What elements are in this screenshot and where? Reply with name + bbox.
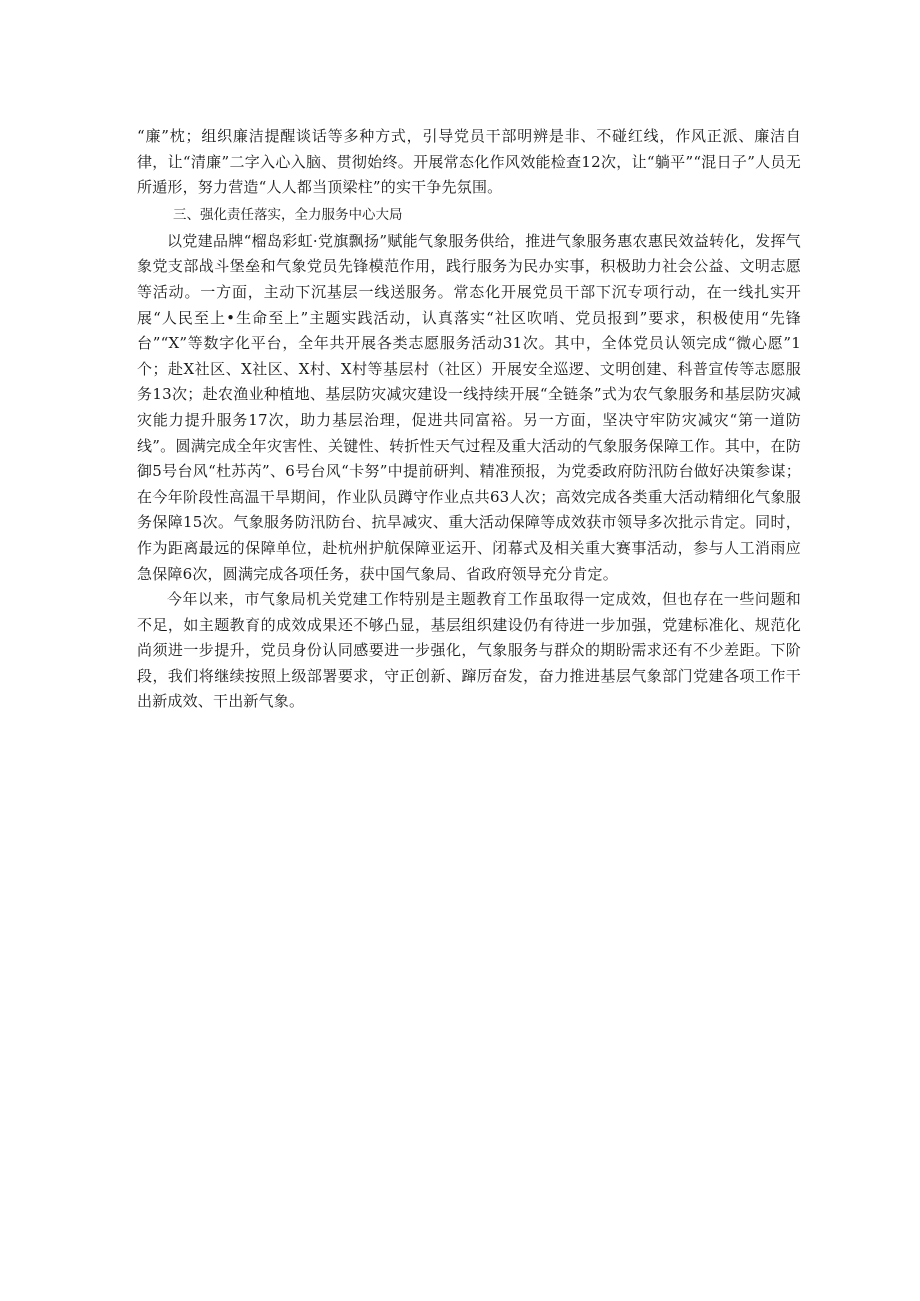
paragraph-summary: 今年以来，市气象局机关党建工作特别是主题教育工作虽取得一定成效，但也存在一些问题和不足，如主题教育的成效成果还不够凸显，基层组织建设仍有待进一步加强，党建标准化、规范化尚须进一步提升，党员身份认同感要进一步强化，气象服务与群众的期盼需求还有不少差距。下阶段，我们将继续按照上级部署要求，守正创新、蹿厉奋发，奋力推进基层气象部门党建各项工作干出新成效、干出新气象。	[137, 590, 801, 711]
paragraph-service-center: 以党建品牌“榴岛彩虹·党旗飘扬”赋能气象服务供给，推进气象服务惠农惠民效益转化，发挥气象党支部战斗堡垒和气象党员先锋模范作用，践行服务为民办实事，积极助力社会公益、文明志愿等活动。一方面，主动下沉基层一线送服务。常态化开展党员干部下沉专项行动，在一线扎实开展“人民至上•生命至上”主题实践活动，认真落实“社区吹哨、党员报到”要求，积极使用“先锋台”“X”等数字化平台，全年共开展各类志愿服务活动31次。其中，全体党员认领完成“微心愿”1个；赴X社区、X社区、X村、X村等基层村（社区）开展安全巡逻、文明创建、科普宣传等志愿服务13次；赴农渔业种植地、基层防灾减灾建设一线持续开展“全链条”式为农气象服务和基层防灾减灾能力提升服务17次，助力基层治理，促进共同富裕。另一方面，坚决守牢防灾减灾“第一道防线”。圆满完成全年灾害性、关键性、转折性天气过程及重大活动的气象服务保障工作。其中，在防御5号台风“杜苏芮”、6号台风“卡努”中提前研判、精准预报，为党委政府防汛防台做好决策参谋；在今年阶段性高温干旱期间，作业队员蹲守作业点共63人次；高效完成各类重大活动精细化气象服务保障15次。气象服务防汛防台、抗旱减灾、重大活动保障等成效获市领导多次批示肯定。同时，作为距离最远的保障单位，赴杭州护航保障亚运开、闭幕式及相关重大赛事活动，参与人工消雨应急保障6次，圆满完成各项任务，获中国气象局、省政府领导充分肯定。	[137, 231, 801, 583]
paragraph-discipline-continued: “廉”枕；组织廉洁提醒谈话等多种方式，引导党员干部明辨是非、不碰红线，作风正派、廉洁自律，让“清廉”二字入心入脑、贯彻始终。开展常态化作风效能检查12次，让“躺平”“混日子”人员无所遁形，努力营造“人人都当顶梁柱”的实干争先氛围。	[137, 127, 801, 197]
document-page	[137, 124, 801, 715]
section-heading-three: 三、强化责任落实，全力服务中心大局	[173, 206, 403, 223]
